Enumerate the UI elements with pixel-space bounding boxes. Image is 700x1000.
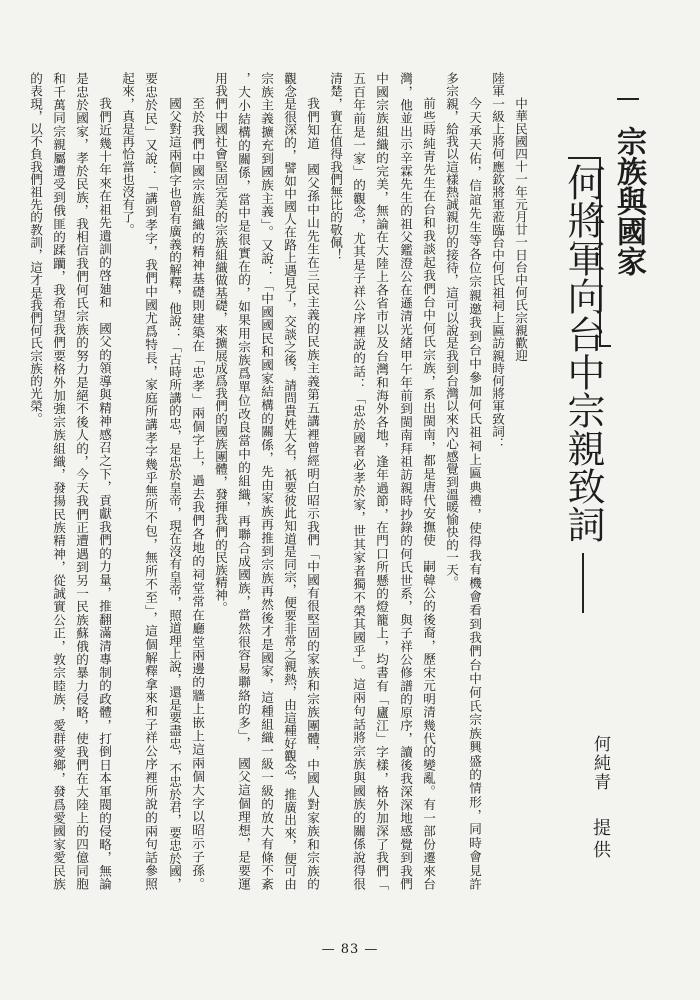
text-column: 至於我們中國宗族組織的精神基礎則建築在「忠孝」兩個字上，過去我們各地的祠堂常在廳堂兩邊的牆上嵌上這兩個大字以昭示子孫。 (190, 97, 205, 890)
text-column: 清楚，實在值得我們無比的敬佩！ (328, 72, 343, 261)
text-column: 中華民國四十一年元月廿一日台中何氏宗親歡迎 (513, 97, 528, 362)
author-name: 何純青 (590, 735, 610, 792)
text-column: 國父對這兩個字也曾有廣義的解釋，他說：「古時所講的忠，是忠於皇帝，現在沒有皇帝，照道理上說，還是要盡忠，不忠於君，要忠於國， (167, 97, 182, 890)
text-column: 我們近幾十年來在祖先遺訓的啓廸和 國父的領導與精神感召之下，貢獻我們的力量，推翻滿清專制的政體，打倒日本軍閥的侵略，無論 (97, 97, 112, 890)
subtitle: 宗族與國家 (611, 126, 646, 276)
title-dash (582, 553, 584, 613)
text-column: 起來，真是再恰當也沒有了。 (120, 72, 135, 236)
title-bracket-top (568, 157, 601, 159)
text-column: 宗族主義擴充到國族主義」。又說：「中國國民和國家結構的關係，先由家族再推到宗族再然後才是國家，這種組織一級一級的放大有條不紊 (259, 72, 274, 890)
text-column: 多宗親，給我以這樣熱誠親切的接待，這可以說是我到台灣以來內心感覺到溫暖愉快的一天。 (444, 72, 459, 589)
text-column: 觀念是很深的，譬如中國人在路上遇見了，交談之後，請問貴姓大名，祇要彼此知道是同宗，便要非常之親熱，由這種好觀念，推廣出來，便可由 (282, 72, 297, 890)
page-number: — 83 — (321, 942, 379, 957)
subtitle-dash (617, 98, 639, 100)
text-column: 要忠於民」又說：「講到孝字，我們中國尤爲特長，家庭所講孝字幾乎無所不包，無所不至」，這個解釋拿來和子祥公序裡所說的兩句話參照 (143, 72, 158, 890)
text-column: ，大小結構的關係，當中是很實在的，如果用宗族爲單位改良當中的組織，再聯合成國族，當然很容易聯絡的多」， 國父這個理想，是要運 (236, 72, 251, 890)
text-column: 今天承天佑，信誼先生等各位宗親邀我到台中參加何氏祖祠上匾典禮，使得我有機會看到我們台中何氏宗族興盛的情形，同時會見許 (467, 97, 482, 890)
text-column: 和千萬同宗親屬遭受到俄匪的蹂躪，我希望我們要格外加強宗族組織，發揚民族精神，從誠實公正，敦宗睦族，愛群愛鄉，發爲愛國家愛民族 (51, 72, 66, 890)
text-column: 前些時純青先生在台和我談起我們台中何氏宗族，系出閩南，都是唐代安撫使 嗣韓公的後裔，歷宋元明清幾代的變亂。有一部份遷來台 (421, 97, 436, 890)
text-column: 五百年前是一家」的觀念，尤其是子祥公序裡說的話：「忠於國者必孝於家，世其家者獨不榮其國乎」。這兩句話將宗族與國族的關係說得很 (351, 72, 366, 890)
page-title: 何將軍向台中宗親致詞 (561, 163, 605, 543)
text-column: 的表現，以不負我們祖先的教訓，這才是我們何氏宗族的光榮。 (28, 72, 43, 425)
author-credit: 提供 (590, 818, 611, 862)
text-column: 我們知道 國父孫中山先生在三民主義的民族主義第五講裡曾經明白昭示我們「中國有很堅固的家族和宗族團體，中國人對家族和宗族的 (305, 97, 320, 890)
text-column: 用我們中國社會堅固完美的宗族組織做基礎，來擴展成爲我們的國族團體，發揮我們的民族精神。 (213, 72, 228, 614)
text-column: 中國宗族組織的完美，無論在大陸上各省市以及台灣和海外各地，逢年過節，在門口所懸的燈籠上，均書有「廬江」字樣，格外加深了我們「 (374, 72, 389, 890)
text-column: 是忠於國家，孝於民族，我相信我們何氏宗族的努力是絕不後人的，今天我們正遭遇到另一民族蘇俄的暴力侵略，使我們在大陸上的四億同胞 (74, 72, 89, 890)
text-column: 灣，他並出示辛霖先生的祖父鑑澄公在遜清光緒甲午年前到閩南拜祖訪親時抄錄的何氏世系，與子祥公修譜的原序，讀後我深深地感覺到我們 (398, 72, 413, 890)
text-column: 陸軍一級上將何應欽將軍蒞臨台中何氏祖祠上匾訪親時何將軍致詞： (490, 72, 505, 450)
